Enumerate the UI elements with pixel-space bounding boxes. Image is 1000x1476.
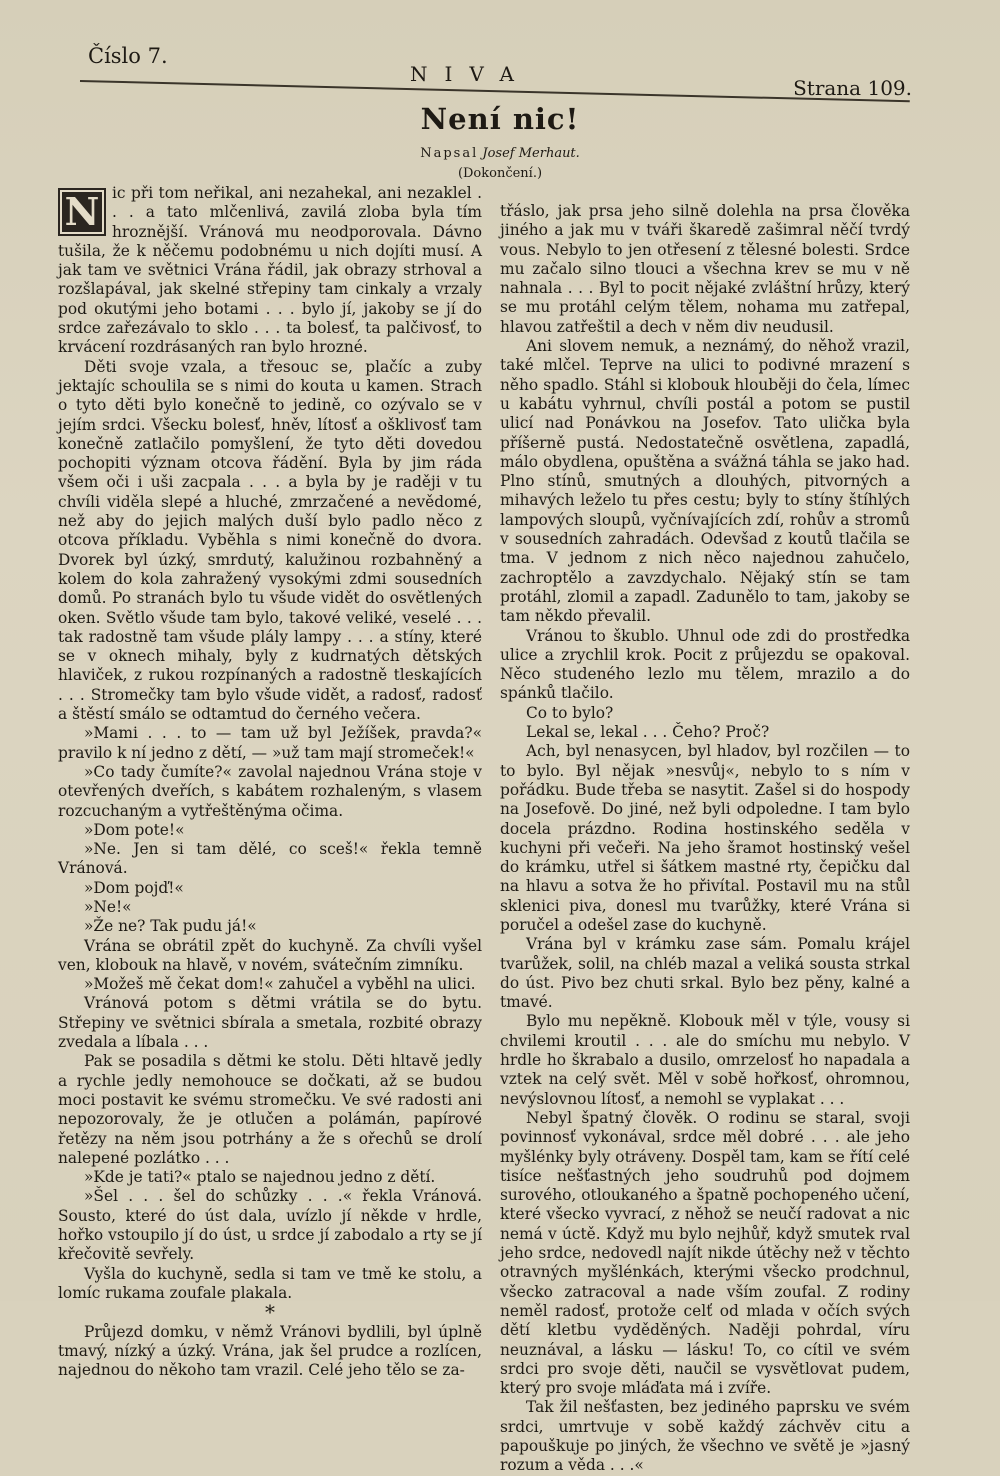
paragraph: Vrána byl v krámku zase sám. Pomalu krájel tvarůžek, solil, na chléb mazal a veliká sousta strkal do úst. Pivo bez chuti srkal. Bylo bez pěny, kalné a tmavé.: [500, 935, 910, 1012]
paragraph: »Mami . . . to — tam už byl Ježíšek, pravda?« pravilo k ní jedno z dětí, — »už tam mají stromeček!«: [58, 724, 482, 762]
paragraph: [58, 184, 482, 358]
drop-cap: N: [58, 188, 106, 236]
author-name: Josef Merhaut.: [482, 146, 580, 161]
paragraph: Průjezd domku, v němž Vránovi bydlili, byl úplně tmavý, nízký a úzký. Vrána, jak šel prudce a rozlícen, najednou do někoho tam vrazil. Celé jeho tělo se za-: [58, 1322, 482, 1380]
paragraph: »Ne. Jen si tam dělé, co sceš!« řekla temně Vránová.: [58, 840, 482, 878]
paragraph: Lekal se, lekal . . . Čeho? Proč?: [526, 723, 770, 742]
paragraph: »Dom pojď!«: [84, 878, 184, 897]
left-column: [58, 184, 482, 1380]
paragraph: »Šel . . . šel do schůzky . . .« řekla Vránová. Sousto, které do úst dala, uvízlo jí někde v hrdle, hořko vstoupilo jí do úst, u srdce jí zabodalo a rty se jí křečovitě sevřely.: [58, 1187, 482, 1264]
paragraph-text: ic při tom neřikal, ani nezahekal, ani nezaklel . . . a tato mlčenlivá, zavilá zloba byla tím hroznější. Vránová mu neodporovala. Dávno tušila, že k něčemu podobnému u nich dojíti musí. A jak tam ve světnici Vrána řádil, jak obrazy strhoval a rozšlapával, jak skelné střepiny tam cinkaly a vrzaly pod okutými jeho botami . . . bylo jí, jakoby se jí do srdce zařezávalo to sklo . . . ta bolesť, ta palčivosť, to krvácení rozdrásaných ran bylo hrozné.: [58, 184, 482, 357]
page-number: Strana 109.: [793, 76, 912, 100]
paragraph: Pak se posadila s dětmi ke stolu. Děti hltavě jedly a rychle jedly nemohouce se dočkati, až se budou moci postavit ke svému stromečku. Ve své radosti ani nepozorovaly, že je otlučen a polámán, papírové řetězy na něm jsou potrhány a že s ořechů se drolí nalepené pozlátko . . .: [58, 1052, 482, 1167]
paragraph: »Možeš mě čekat dom!« zahučel a vyběhl na ulici.: [84, 975, 476, 994]
paragraph: Tak žil nešťasten, bez jediného paprsku ve svém srdci, umrtvuje v sobě každý záchvěv citu a papouškuje po jiných, že všechno ve světě je »jasný rozum a věda . . .«: [500, 1398, 910, 1475]
paragraph: Děti svoje vzala, a třesouc se, plačíc a zuby jektajíc schoulila se s nimi do kouta u kamen. Strach o tyto děti bylo konečně to jedině, co ozývalo se v jejím srdci. Všecku bolesť, hněv, lítosť a ošklivosť tam konečně zatlačilo pomyšlení, že tyto děti dovedou pochopiti význam otcova řádění. Byla by jim ráda všem oči i uši zacpala . . . a byla by je raději v tu chvíli viděla slepé a hluché, zmrzačené a nevědomé, než aby do jejich malých duší bylo padlo něco z otcova příkladu. Vyběhla s nimi konečně do dvora. Dvorek byl úzký, smrdutý, kalužinou rozbahněný a kolem do kola zahražený vysokými zdmi sousedních domů. Po stranách bylo tu všude vidět do osvětlených oken. Světlo všude tam bylo, takové veliké, veselé . . . tak radostně tam všude plály lampy . . . a stíny, které se v oknech mihaly, byly z kudrnatých dětských hlaviček, z rukou rozpínaných a radostně tleskajících . . . Stromečky tam bylo všude vidět, a radosť, radosť a štěstí smálo se odtamtud do černého večera.: [58, 357, 482, 724]
byline-label: Napsal: [420, 146, 479, 161]
paragraph: Ani slovem nemuk, a neznámý, do něhož vrazil, také mlčel. Teprve na ulici to podivné mrazení s něho spadlo. Stáhl si klobouk hlouběji do čela, límec u kabátu vyhrnul, chvíli postál a potom se pustil ulicí nad Ponávkou na Josefov. Tato ulička byla příšerně pustá. Nedostatečně osvětlena, zapadlá, málo obydlena, opuštěna a svážná táhla se jako had. Plno stínů, smutných a dlouhých, pitvorných a mihavých leželo tu přes cestu; byly to stíny štíhlých lampových sloupů, vyčnívajících zdí, rohův a stromů v sousedních zahradách. Odevšad z koutů tlačila se tma. V jednom z nich něco najednou zahučelo, zachroptělo a zavzdychalo. Nějaký stín se tam protáhl, zlomil a zapadl. Zadunělo to tam, jakoby se tam někdo převalil.: [500, 337, 910, 626]
issue-number: Číslo 7.: [88, 44, 168, 68]
paragraph: třáslo, jak prsa jeho silně dolehla na prsa člověka jiného a jak mu v tváři škaredě zašimral něčí tvrdý vous. Nebylo to jen otřesení z tělesné bolesti. Srdce mu začalo silno tlouci a všechna krev se mu v ně nahnala . . . Byl to pocit nějaké zvláštní hrůzy, který se mu protáhl celým tělem, nohama mu zatřepal, hlavou zatřeštil a dech v něm div neudusil.: [500, 202, 910, 336]
paragraph: »Že ne? Tak pudu já!«: [84, 917, 257, 936]
paragraph: Bylo mu nepěkně. Klobouk měl v týle, vousy si chvilemi kroutil . . . ale do smíchu mu nebylo. V hrdle ho škrabalo a dusilo, omrzelosť ho napadala a vztek na celý svět. Měl v sobě hořkosť, ohromnou, nevýslovnou lítosť, a nemohl se vyplakat . . .: [500, 1012, 910, 1108]
paragraph: Vránová potom s dětmi vrátila se do bytu. Střepiny ve světnici sbírala a smetala, rozbité obrazy zvedala a líbala . . .: [58, 994, 482, 1052]
paragraph: »Kde je tati?« ptalo se najednou jedno z dětí.: [84, 1168, 436, 1187]
paragraph: Ach, byl nenasycen, byl hladov, byl rozčilen — to to bylo. Byl nějak »nesvůj«, nebylo to s ním v pořádku. Bude třeba se nasytit. Zašel si do hospody na Josefově. Do jiné, než byli odpoledne. I tam bylo docela prázdno. Rodina hostinského seděla v kuchyni při večeři. Na jeho šramot hostinský vešel do krámku, utřel si šátkem mastné rty, čepičku dal na hlavu a sotva že ho přivítal. Postavil mu na stůl sklenici piva, donesl mu tvarůžky, které Vrána si poručel a odešel zase do kuchyně.: [500, 742, 910, 934]
paragraph: »Ne!«: [84, 897, 132, 916]
paragraph: Co to bylo?: [526, 703, 614, 722]
right-column: [500, 202, 910, 1476]
journal-name: NIVA: [410, 62, 531, 86]
paragraph: Nebyl špatný člověk. O rodinu se staral, svoji povinnosť vykonával, srdce měl dobré . . . ale jeho myšlénky byly otráveny. Dospěl tam, kam se řítí celé tisíce nešťastných jeho soudruhů pod dojmem surového, otloukaného a špatně pochopeného učení, které všecko vyvrací, z něhož se neučí radovat a nic nemá v úctě. Když mu bylo nejhůř, když smutek rval jeho srdce, nedovedl najít nikde útěchy než v těchto otravných myšlénkách, kterými všecko prodchnul, všecko zatracoval a nade vším zoufal. Z rodiny neměl radosť, protože celť od mlada v očích svých dětí kletbu vyděděných. Naději pohrdal, víru neuznával, a lásku — lásku! To, co cítil ve svém srdci pro svoje děti, naučil se vysvětlovat pudem, který pro svoje mláďata má i zvíře.: [500, 1108, 910, 1398]
section-separator: *: [265, 1300, 275, 1325]
paragraph: Vrána se obrátil zpět do kuchyně. Za chvíli vyšel ven, klobouk na hlavě, v novém, svátečním zimníku.: [58, 936, 482, 974]
paragraph: Vyšla do kuchyně, sedla si tam ve tmě ke stolu, a lomíc rukama zoufale plakala.: [58, 1264, 482, 1302]
byline: [0, 146, 1000, 161]
continuation-note: (Dokončení.): [457, 166, 543, 181]
article-title: Není nic!: [420, 102, 580, 136]
paragraph: »Co tady čumíte?« zavolal najednou Vrána stoje v otevřených dveřích, s kabátem rozhaleným, s vlasem rozcuchaným a vytřeštěnýma očima.: [58, 762, 482, 820]
paragraph: »Dom pote!«: [84, 820, 185, 839]
paragraph: Vránou to škublo. Uhnul ode zdi do prostředka ulice a zrychlil krok. Pocit z průjezdu se opakoval. Něco studeného lezlo mu tělem, mrazilo a do spánků tlačilo.: [500, 626, 910, 703]
